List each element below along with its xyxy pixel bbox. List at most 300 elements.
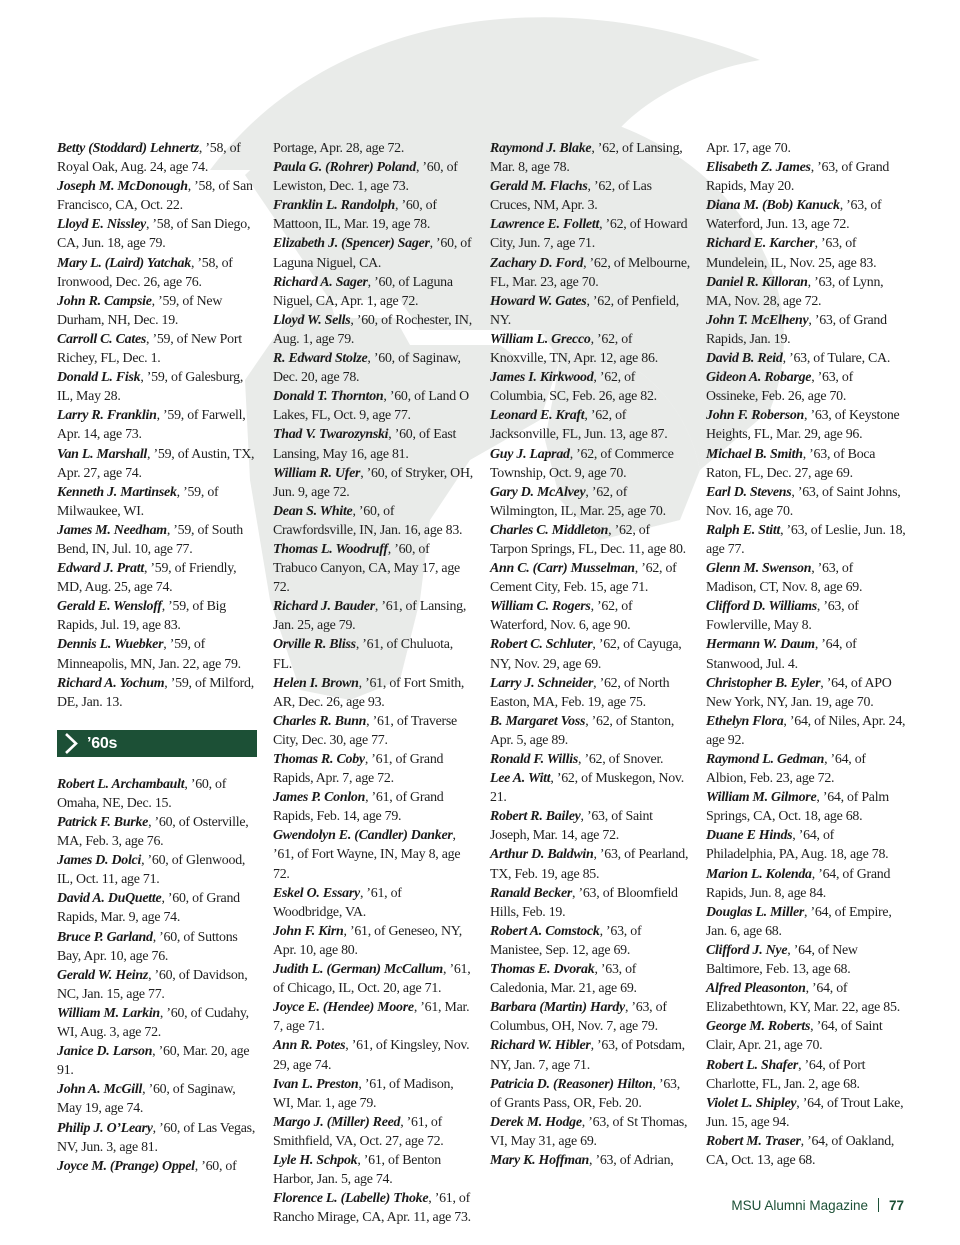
deceased-name: John R. Campsie [57,293,152,309]
obituary-entry [490,1113,690,1151]
obituary-entry [273,387,473,425]
obituary-details: , ’60, of Omaha, NE, Dec. 15. [57,776,227,811]
deceased-name: Robert C. Schluter [490,637,593,653]
obituary-entry [490,406,690,444]
obituary-details: , ’59, of South Bend, IN, Jul. 10, age 77. [57,522,243,557]
obituary-entry [706,903,906,941]
obituary-entry [57,1004,257,1042]
decade-heading-label: ’60s [87,734,118,752]
obituary-details: , ’60, of Laguna Niguel, CA. [273,236,472,271]
deceased-name: James M. Needham [57,522,167,538]
obituary-entry [273,922,473,960]
deceased-name: Judith L. (German) McCallum [273,962,443,978]
deceased-name: Ralph E. Stitt [706,522,781,538]
obituary-details: , ’64, of Empire, Jan. 6, age 68. [706,904,892,939]
obituary-details: , ’61, of Rancho Mirage, CA, Apr. 11, age 73. [273,1191,471,1226]
obituary-details: , ’61, of Grand Rapids, Apr. 7, age 72. [273,752,444,787]
obituary-entry [706,979,906,1017]
obituary-details: , ’62, of Las Cruces, NM, Apr. 3. [490,179,652,214]
obituary-details: , ’61, of Chuluota, FL. [273,637,453,672]
deceased-name: Lloyd E. Nissley [57,217,146,233]
obituary-column-2 [273,139,473,1227]
obituary-entry [490,521,690,559]
chevron-right-icon [64,733,78,754]
obituary-entry [706,597,906,635]
obituary-entry [490,597,690,635]
obituary-entry [490,139,690,177]
obituary-details: , ’59, of Big Rapids, Jul. 19, age 83. [57,599,226,634]
deceased-name: Ann R. Potes [273,1038,346,1054]
obituary-entry [273,234,473,272]
deceased-name: Franklin L. Randolph [273,198,395,214]
obituary-entry [490,845,690,883]
obituary-details: , ’62, of North Easton, MA, Feb. 19, age 75. [490,675,670,710]
obituary-entry [273,1075,473,1113]
obituary-entry [490,807,690,845]
deceased-name: William C. Rogers [490,599,591,615]
deceased-name: Violet L. Shipley [706,1095,797,1111]
obituary-entry [57,775,257,813]
deceased-name: Elizabeth J. (Spencer) Sager [273,236,430,252]
obituary-entry [706,674,906,712]
obituary-entry [273,464,473,502]
obituary-entry [706,826,906,864]
obituary-entry [490,960,690,998]
deceased-name: Clifford J. Nye [706,942,788,958]
obituary-entry [706,1017,906,1055]
deceased-name: Ronald F. Willis [490,752,579,767]
obituary-details: , ’60, of Stryker, OH, Jun. 9, age 72. [273,465,473,500]
obituary-details: , ’60, of [194,1158,237,1174]
obituary-details: Portage, Apr. 28, age 72. [273,141,405,156]
deceased-name: Ann C. (Carr) Musselman [490,561,635,577]
obituary-details: , ’63, of Potsdam, NY, Jan. 7, age 71. [490,1038,685,1073]
deceased-name: Gerald W. Heinz [57,967,149,983]
obituary-entry [706,750,906,788]
obituary-entry [706,273,906,311]
deceased-name: Patricia D. (Reasoner) Hilton [490,1076,653,1092]
obituary-entry [273,750,473,788]
obituary-details: , ’64, of New Baltimore, Feb. 13, age 68. [706,942,858,978]
obituary-details: , ’60, of Trabuco Canyon, CA, May 17, age 72. [273,541,460,596]
obituary-details: , ’60, of Saginaw, May 19, age 74. [57,1082,236,1117]
obituary-details: , ’62, of Penfield, NY. [490,293,679,328]
deceased-name: John T. McElheny [706,312,809,328]
obituary-details: , ’61, of Fort Wayne, IN, May 8, age 72. [273,828,461,882]
obituary-entry [706,1132,906,1170]
deceased-name: Paula G. (Rohrer) Poland [273,160,416,176]
deceased-name: Alfred Pleasonton [706,981,806,997]
obituary-entry [57,559,257,597]
deceased-name: Betty (Stoddard) Lehnertz [57,141,199,156]
deceased-name: Edward J. Pratt [57,561,144,577]
obituary-details: , ’62, of Lansing, Mar. 8, age 78. [490,141,683,176]
deceased-name: Lawrence E. Follett [490,217,600,233]
obituary-details: , ’62, of Howard City, Jun. 7, age 71. [490,217,688,252]
obituary-entry [273,597,473,635]
obituary-entry [273,635,473,673]
deceased-name: Marion L. Kolenda [706,866,812,882]
obituary-details: , ’61, Mar. 7, age 71. [273,1000,470,1035]
deceased-name: Gary D. McAlvey [490,484,586,500]
obituary-entry [490,445,690,483]
deceased-name: Glenn M. Swenson [706,561,812,577]
obituary-details: , ’63, of Keystone Heights, FL, Mar. 29, age 96. [706,408,900,443]
obituary-column-1 [57,139,257,1176]
deceased-name: B. Margaret Voss [490,713,586,729]
obituary-entry [57,215,257,253]
deceased-name: Christopher B. Eyler [706,675,821,691]
deceased-name: William R. Ufer [273,465,361,481]
deceased-name: James D. Dolci [57,853,142,869]
obituary-entry [273,158,473,196]
obituary-entry [706,445,906,483]
obituary-entry [490,559,690,597]
deceased-name: Arthur D. Baldwin [490,847,594,863]
deceased-name: Gerald E. Wensloff [57,599,162,615]
obituary-details: , ’61, of Geneseo, NY, Apr. 10, age 80. [273,923,462,958]
obituary-entry [57,292,257,330]
obituary-details: , ’60, of Rochester, IN, Aug. 1, age 79. [273,312,472,347]
deceased-name: Clifford D. Williams [706,599,817,615]
obituary-details: , ’59, of Milwaukee, WI. [57,484,219,519]
obituary-details: Apr. 17, age 70. [706,141,791,156]
obituary-details: , ’59, of Farwell, Apr. 14, age 73. [57,408,246,443]
obituary-entry [706,139,906,158]
deceased-name: Robert A. Comstock [490,923,600,939]
obituary-details: , ’58, of San Diego, CA, Jun. 18, age 79. [57,217,251,252]
deceased-name: Margo J. (Miller) Reed [273,1114,401,1130]
deceased-name: Charles R. Bunn [273,713,367,729]
obituary-details: , ’62, of Cement City, Feb. 15, age 71. [490,561,677,596]
obituary-details: , ’60, of Saginaw, Dec. 20, age 78. [273,351,461,386]
obituary-details: , ’58, of Royal Oak, Aug. 24, age 74. [57,141,241,176]
obituary-details: , ’63, of Leslie, Jun. 18, age 77. [706,522,906,557]
obituary-entry [57,889,257,927]
obituary-entry [490,769,690,807]
obituary-entry [490,215,690,253]
obituary-details: , ’61, of Smithfield, VA, Oct. 27, age 72. [273,1114,444,1149]
deceased-name: Zachary D. Ford [490,255,584,271]
obituary-entry [273,502,473,540]
deceased-name: Helen I. Brown [273,675,359,691]
obituary-details: , ’61, of Traverse City, Dec. 30, age 77. [273,713,457,748]
deceased-name: Mary L. (Laird) Yatchak [57,255,191,271]
obituary-details: , ’61, of Kingsley, Nov. 29, age 74. [273,1038,470,1073]
obituary-entry [273,960,473,998]
obituary-entry [706,1056,906,1094]
obituary-details: , ’60, of Las Vegas, NV, Jun. 3, age 81. [57,1120,256,1155]
obituary-entry [57,635,257,673]
obituary-details: , ’62, of Waterford, Nov. 6, age 90. [490,599,633,634]
obituary-entry [273,425,473,463]
obituary-details: , ’63, of St Thomas, VI, May 31, age 69. [490,1114,688,1149]
deceased-name: Ethelyn Flora [706,713,784,729]
obituary-entry [57,1080,257,1118]
obituary-entry [57,966,257,1004]
deceased-name: Janice D. Larson [57,1044,153,1060]
obituary-details: , ’59, of Galesburg, IL, May 28. [57,370,244,405]
obituary-details: , ’59, of New Durham, NH, Dec. 19. [57,293,223,328]
obituary-entry [490,177,690,215]
deceased-name: James P. Conlon [273,790,366,806]
obituary-details: , ’60, of Cudahy, WI, Aug. 3, age 72. [57,1005,249,1041]
obituary-details: , ’60, of Lewiston, Dec. 1, age 73. [273,160,458,195]
obituary-entry [273,1189,473,1227]
obituary-entry [490,750,690,769]
deceased-name: George M. Roberts [706,1019,811,1035]
obituary-details: , ’59, of New Port Richey, FL, Dec. 1. [57,331,242,367]
obituary-entry [57,813,257,851]
obituary-entry [273,884,473,922]
obituary-details: , ’62, of Muskegon, Nov. 21. [490,771,684,806]
obituary-entry [706,635,906,673]
obituary-entry [273,139,473,158]
deceased-name: Kenneth J. Martinsek [57,484,177,500]
obituary-details: , ’64, of Palm Springs, CA, Oct. 18, age 68. [706,790,889,825]
deceased-name: Donald T. Thornton [273,389,384,405]
obituary-details: , ’62, of Stanton, Apr. 5, age 89. [490,713,675,748]
deceased-name: Ivan L. Preston [273,1076,359,1092]
obituary-details: , ’63, of Manistee, Sep. 12, age 69. [490,923,642,958]
obituary-details: , ’62, of Cayuga, NY, Nov. 29, age 69. [490,637,682,672]
obituary-entry [706,234,906,272]
obituary-column-3 [490,139,690,1170]
deceased-name: Douglas L. Miller [706,904,805,920]
obituary-entry [273,196,473,234]
obituary-entry [490,998,690,1036]
deceased-name: Robert L. Shafer [706,1057,799,1073]
deceased-name: Gwendolyn E. (Candler) Danker [273,828,453,844]
obituary-details: , ’63, of Mundelein, IL, Nov. 25, age 83. [706,236,877,271]
obituary-details: , ’63, of Caledonia, Mar. 21, age 69. [490,962,637,997]
obituary-details: , ’64, of Stanwood, Jul. 4. [706,637,857,672]
deceased-name: John F. Kirn [273,923,344,939]
obituary-details: , ’62, of Tarpon Springs, FL, Dec. 11, age 80. [490,522,686,557]
decade-heading [57,730,257,757]
obituary-entry [273,1151,473,1189]
deceased-name: Joyce E. (Hendee) Moore [273,1000,414,1016]
deceased-name: Larry R. Franklin [57,408,157,424]
deceased-name: Carroll C. Cates [57,331,147,347]
deceased-name: Howard W. Gates [490,293,587,309]
obituary-details: , ’64, of Port Charlotte, FL, Jan. 2, age 68. [706,1057,866,1092]
obituary-entry [706,368,906,406]
obituary-entry [57,674,257,712]
obituary-entry [273,1113,473,1151]
obituary-details: , ’61, of Woodbridge, VA. [273,885,402,920]
deceased-name: Earl D. Stevens [706,484,792,500]
obituary-details: , ’62, of Melbourne, FL, Mar. 23, age 70. [490,255,690,290]
obituary-details: , ’63, of Grand Rapids, May 20. [706,160,890,195]
obituary-details: , ’58, of Ironwood, Dec. 26, age 76. [57,255,233,290]
obituary-entry [273,674,473,712]
footer-divider [878,1198,879,1212]
obituary-entry [273,540,473,597]
obituary-entry [57,139,257,177]
obituary-entry [57,330,257,368]
page-number: 77 [888,1198,904,1213]
obituary-details: , ’61, of Grand Rapids, Feb. 14, age 79. [273,790,444,825]
deceased-name: Joyce M. (Prange) Oppel [57,1158,195,1174]
obituary-details: , ’63, of Madison, CT, Nov. 8, age 69. [706,561,863,596]
obituary-details: , ’63, of Lynn, MA, Nov. 28, age 72. [706,274,884,309]
deceased-name: David A. DuQuette [57,891,162,907]
deceased-name: Richard E. Karcher [706,236,815,252]
obituary-details: , ’63, of Ossineke, Feb. 26, age 70. [706,370,853,405]
obituary-details: , ’60, of Davidson, NC, Jan. 15, age 77. [57,967,248,1002]
obituary-entry [57,1042,257,1080]
obituary-entry [57,1119,257,1157]
obituary-details: , ’60, of Mattoon, IL, Mar. 19, age 78. [273,198,437,233]
obituary-entry [490,292,690,330]
obituary-details: , ’60, of East Lansing, May 16, age 81. [273,427,457,462]
obituary-entry [57,483,257,521]
obituary-details: , ’63, of Columbus, OH, Nov. 7, age 79. [490,1000,667,1035]
deceased-name: Elisabeth Z. James [706,160,811,176]
obituary-details: , ’63, of Waterford, Jun. 13, age 72. [706,198,882,233]
deceased-name: Patrick F. Burke [57,815,149,830]
obituary-details: , ’64, of APO New York, NY, Jan. 19, age 70. [706,675,892,710]
obituary-details: , ’61, of Fort Smith, AR, Dec. 26, age 93. [273,675,465,710]
obituary-entry [490,1151,690,1170]
obituary-details: , ’59, of Friendly, MD, Aug. 25, age 74. [57,561,237,596]
obituary-details: , ’63, of Bloomfield Hills, Feb. 19. [490,885,678,920]
obituary-entry [57,368,257,406]
obituary-details: , ’62, of Knoxville, TN, Apr. 12, age 86. [490,331,658,367]
obituary-entry [490,254,690,292]
obituary-details: , ’64, of Trout Lake, Jun. 15, age 94. [706,1095,904,1130]
obituary-details: , ’63, of Grand Rapids, Jan. 19. [706,312,887,347]
deceased-name: Joseph M. McDonough [57,179,188,195]
obituary-details: , ’59, of Milford, DE, Jan. 13. [57,675,254,710]
obituary-entry [706,712,906,750]
obituary-details: , ’61, of Madison, WI, Mar. 1, age 79. [273,1076,454,1111]
obituary-details: , ’64, of Philadelphia, PA, Aug. 18, age 78. [706,828,889,863]
deceased-name: Mary K. Hoffman [490,1152,590,1168]
obituary-entry [706,311,906,349]
obituary-entry [490,884,690,922]
deceased-name: Thomas L. Woodruff [273,541,388,557]
obituary-details: , ’62, of Columbia, SC, Feb. 26, age 82. [490,370,657,405]
deceased-name: Dean S. White [273,503,353,519]
deceased-name: William M. Larkin [57,1005,160,1021]
deceased-name: Orville R. Bliss [273,637,356,653]
deceased-name: Daniel R. Killoran [706,274,808,290]
deceased-name: Richard W. Hibler [490,1038,591,1054]
deceased-name: David B. Reid [706,351,783,367]
deceased-name: Raymond L. Gedman [706,752,825,767]
obituary-entry [273,788,473,826]
obituary-entry [273,1036,473,1074]
deceased-name: William M. Gilmore [706,790,817,806]
obituary-entry [273,311,473,349]
deceased-name: Diana M. (Bob) Kanuck [706,198,840,214]
deceased-name: Hermann W. Daum [706,637,815,653]
obituary-entry [57,445,257,483]
obituary-details: , ’60, of Glenwood, IL, Oct. 11, age 71. [57,853,246,888]
obituary-details: , ’60, of Suttons Bay, Apr. 10, age 76. [57,929,238,964]
obituary-entry [57,597,257,635]
obituary-details: , ’62, of Jacksonville, FL, Jun. 13, age 87. [490,408,668,443]
obituary-entry [490,1036,690,1074]
deceased-name: Thomas R. Coby [273,752,365,767]
obituary-entry [273,349,473,387]
obituary-entry [490,922,690,960]
deceased-name: Eskel O. Essary [273,885,360,901]
deceased-name: Leonard E. Kraft [490,408,585,424]
obituary-details: , ’64, of Elizabethtown, KY, Mar. 22, age 85. [706,981,900,1016]
obituary-entry [57,1157,257,1176]
obituary-details: , ’64, of Oakland, CA, Oct. 13, age 68. [706,1133,895,1168]
obituary-entry [490,674,690,712]
deceased-name: Lyle H. Schpok [273,1152,358,1168]
deceased-name: Thomas E. Dvorak [490,962,595,978]
deceased-name: Guy J. Laprad [490,446,570,462]
obituary-entry [57,254,257,292]
deceased-name: Larry J. Schneider [490,675,594,691]
obituary-entry [706,158,906,196]
deceased-name: Richard A. Yochum [57,675,165,691]
obituary-details: , ’63, of Tulare, CA. [782,351,891,367]
obituary-entry [706,406,906,444]
obituary-entry [490,1075,690,1113]
deceased-name: Florence L. (Labelle) Thoke [273,1191,429,1207]
obituary-entry [273,712,473,750]
obituary-entry [57,177,257,215]
obituary-details: , ’62, of Commerce Township, Oct. 9, age 70. [490,446,674,481]
deceased-name: Donald L. Fisk [57,370,141,386]
deceased-name: Charles C. Middleton [490,522,609,538]
obituary-details: , ’64, of Saint Clair, Apr. 21, age 70. [706,1019,883,1054]
obituary-entry [706,865,906,903]
obituary-entry [57,406,257,444]
obituary-details: , ’63, of Boca Raton, FL, Dec. 27, age 69. [706,446,876,481]
deceased-name: John A. McGill [57,1082,143,1098]
obituary-details: , ’61, of Lansing, Jan. 25, age 79. [273,599,467,634]
deceased-name: Thad V. Twarozynski [273,427,389,443]
deceased-name: Bruce P. Garland [57,929,153,945]
obituary-details: , ’60, Mar. 20, age 91. [57,1044,250,1079]
obituary-entry [706,521,906,559]
obituary-details: , ’58, of San Francisco, CA, Oct. 22. [57,179,253,214]
obituary-details: , ’61, of Benton Harbor, Jan. 5, age 74. [273,1152,441,1188]
obituary-details: , ’63, of Saint Joseph, Mar. 14, age 72. [490,809,653,844]
obituary-details: , ’62, of Wilmington, IL, Mar. 25, age 70. [490,484,666,519]
obituary-details: , ’64, of Albion, Feb. 23, age 72. [706,752,866,787]
deceased-name: Van L. Marshall [57,446,148,462]
deceased-name: Robert R. Bailey [490,809,581,825]
page-footer [731,1198,904,1213]
obituary-entry [273,826,473,883]
deceased-name: Lee A. Witt [490,771,551,787]
obituary-entry [706,559,906,597]
obituary-entry [490,635,690,673]
obituary-details: , ’62, of Snover. [578,752,664,767]
obituary-entry [273,273,473,311]
obituary-details: , ’63, of Pearland, TX, Feb. 19, age 85. [490,847,689,882]
obituary-details: , ’60, of Land O Lakes, FL, Oct. 9, age 77. [273,389,469,424]
obituary-details: , ’64, of Grand Rapids, Jun. 8, age 84. [706,866,891,901]
obituary-entry [490,330,690,368]
deceased-name: Michael B. Smith [706,446,803,462]
deceased-name: Derek M. Hodge [490,1114,582,1130]
obituary-details: , ’63, of Adrian, [589,1152,674,1168]
obituary-details: , ’59, of Austin, TX, Apr. 27, age 74. [57,446,255,481]
obituary-entry [490,368,690,406]
obituary-details: , ’63, of Saint Johns, Nov. 16, age 70. [706,484,901,519]
deceased-name: James I. Kirkwood [490,370,594,386]
